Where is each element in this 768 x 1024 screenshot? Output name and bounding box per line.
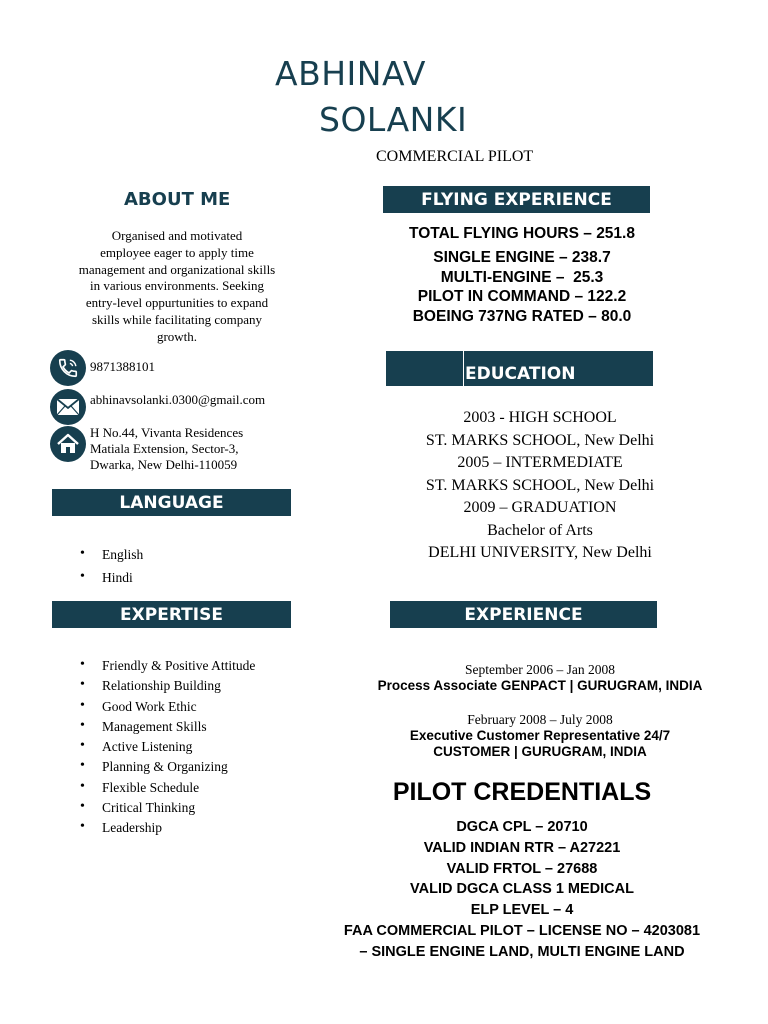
about-line: in various environments. Seeking [89, 278, 265, 294]
credentials-heading: PILOT CREDENTIALS [392, 778, 652, 806]
address-line: Dwarka, New Delhi-110059 [90, 457, 238, 472]
experience-title: Executive Customer Representative 24/7 [409, 728, 671, 743]
first-name: ABHINAV [275, 54, 426, 93]
list-item: • English [78, 544, 143, 567]
credential-line: – SINGLE ENGINE LAND, MULTI ENGINE LAND [359, 943, 685, 960]
contact-address [50, 426, 243, 473]
education-line: DELHI UNIVERSITY, New Delhi [428, 544, 652, 561]
experience-date: September 2006 – Jan 2008 [465, 662, 615, 677]
education-line: 2003 - HIGH SCHOOL [463, 409, 617, 426]
experience-title: Process Associate GENPACT | GURUGRAM, INDIA [377, 678, 703, 693]
list-item: • Leadership [78, 818, 255, 838]
expertise-heading: EXPERTISE [52, 601, 291, 628]
address-line: Matiala Extension, Sector-3, [90, 441, 239, 456]
flying-stats [380, 224, 664, 327]
credential-line: ELP LEVEL – 4 [470, 902, 574, 919]
email-address: abhinavsolanki.0300@gmail.com [90, 392, 266, 407]
flying-experience-heading: FLYING EXPERIENCE [383, 186, 650, 213]
experience-heading: EXPERIENCE [390, 601, 657, 628]
job-title: COMMERCIAL PILOT [376, 148, 534, 165]
about-line: entry-level oppurtunities to expand [85, 295, 269, 311]
list-item: • Relationship Building [78, 676, 255, 696]
phone-icon [50, 350, 86, 386]
about-line: management and organizational skills [78, 261, 276, 277]
list-item: • Friendly & Positive Attitude [78, 656, 255, 676]
list-item: • Active Listening [78, 737, 255, 757]
credential-line: FAA COMMERCIAL PILOT – LICENSE NO – 4203081 [343, 922, 701, 939]
address-line: H No.44, Vivanta Residences [90, 425, 244, 440]
phone-number: 9871388101 [90, 359, 155, 374]
flying-stat-line: TOTAL FLYING HOURS – 251.8 [409, 225, 635, 242]
credential-line: DGCA CPL – 20710 [456, 819, 588, 835]
education-heading [386, 351, 653, 386]
home-icon [50, 426, 86, 462]
credential-line: VALID FRTOL – 27688 [446, 860, 598, 877]
education-list [390, 407, 690, 565]
mail-icon [50, 389, 86, 425]
language-list [78, 544, 143, 589]
list-item: • Critical Thinking [78, 798, 255, 818]
flying-stat-line: PILOT IN COMMAND – 122.2 [417, 288, 627, 306]
flying-stat-line: MULTI-ENGINE – 25.3 [440, 268, 604, 286]
education-line: ST. MARKS SCHOOL, New Delhi [425, 431, 655, 449]
education-line: 2005 – INTERMEDIATE [457, 454, 623, 471]
experience-date: February 2008 – July 2008 [467, 712, 613, 727]
contact-phone [50, 350, 155, 386]
about-line: skills while facilitating company [91, 311, 263, 327]
about-line: employee eager to apply time [100, 244, 254, 260]
credential-line: VALID DGCA CLASS 1 MEDICAL [410, 881, 634, 898]
credential-line: VALID INDIAN RTR – A27221 [423, 839, 621, 856]
heading-divider [463, 351, 464, 386]
list-item: • Planning & Organizing [78, 757, 255, 777]
experience-entry [340, 662, 740, 694]
address [90, 425, 243, 473]
education-heading-label: EDUCATION [465, 363, 576, 384]
expertise-list [78, 656, 255, 839]
education-line: 2009 – GRADUATION [463, 499, 617, 516]
list-item: • Management Skills [78, 717, 255, 737]
flying-stat-line: SINGLE ENGINE – 238.7 [433, 248, 611, 266]
experience-entry [340, 712, 740, 760]
list-item: • Flexible Schedule [78, 778, 255, 798]
about-line: Organised and motivated [111, 228, 243, 243]
about-text [56, 228, 298, 346]
flying-stat-line: BOEING 737NG RATED – 80.0 [412, 308, 632, 326]
contact-email [50, 389, 265, 425]
list-item: • Good Work Ethic [78, 697, 255, 717]
about-line: growth. [156, 328, 198, 344]
experience-title: CUSTOMER | GURUGRAM, INDIA [433, 744, 647, 759]
education-line: ST. MARKS SCHOOL, New Delhi [425, 476, 655, 494]
credentials-list [302, 817, 742, 963]
language-heading: LANGUAGE [52, 489, 291, 516]
last-name: SOLANKI [319, 100, 468, 139]
about-heading: ABOUT ME [124, 189, 231, 210]
education-line: Bachelor of Arts [487, 521, 593, 539]
list-item: • Hindi [78, 567, 143, 590]
